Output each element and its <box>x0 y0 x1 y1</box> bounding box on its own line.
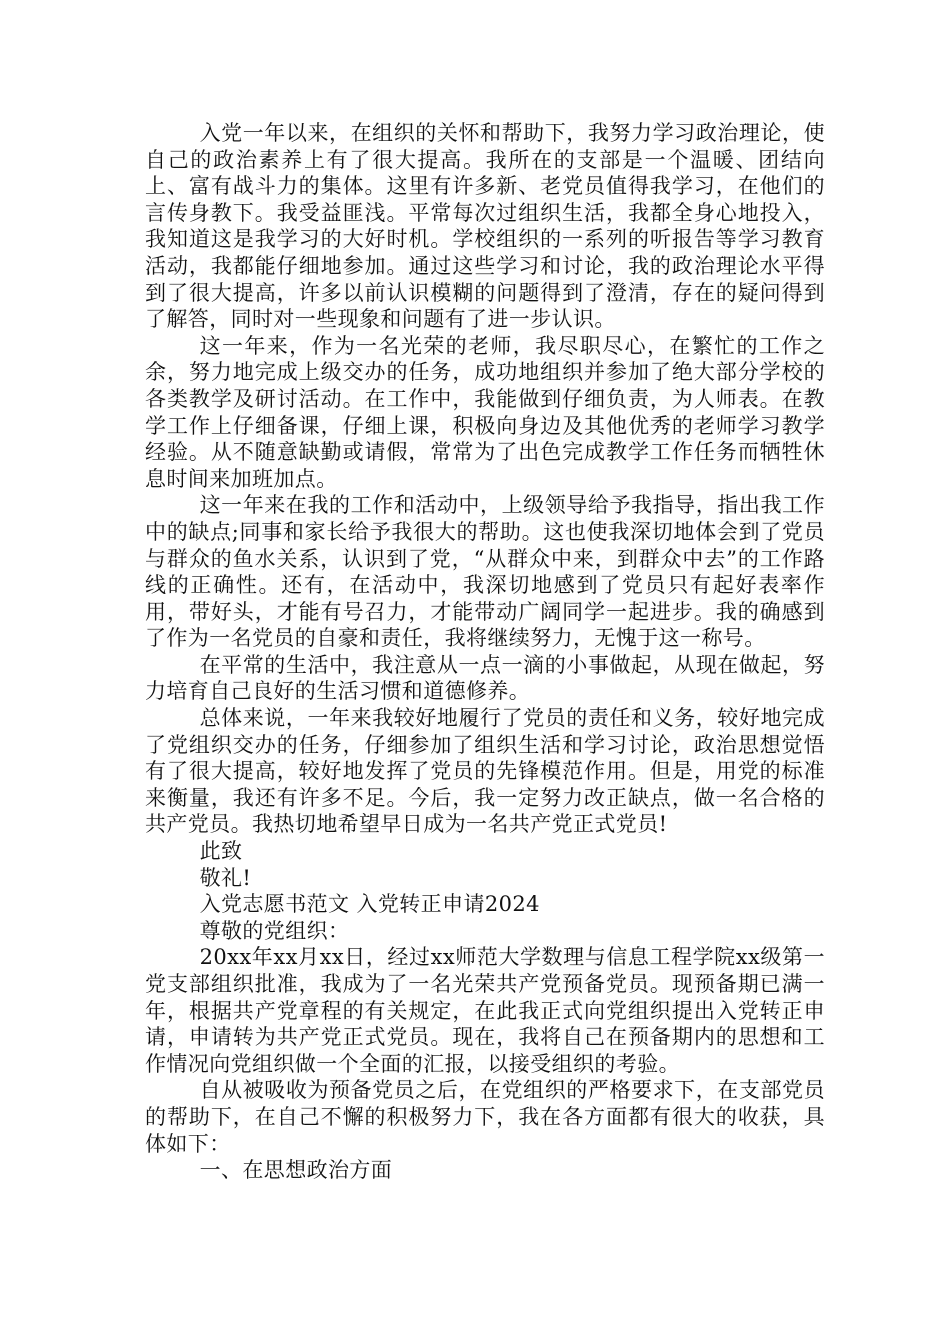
salutation: 尊敬的党组织： <box>199 918 350 943</box>
closing-line-1: 此致 <box>199 839 243 864</box>
paragraph-1: 入党一年以来，在组织的关怀和帮助下，我努力学习政治理论，使自己的政治素养上有了很大提高。我所在的支部是一个温暖、团结向上、富有战斗力的集体。这里有许多新、老党员值得我学习，在他们的言传身教下。我受益匪浅。平常每次过组织生活，我都全身心地投入，我知道这是我学习的大好时机。学校组织的一系列的听报告等学习教育活动，我都能仔细地参加。通过这些学习和讨论，我的政治理论水平得到了很大提高，许多以前认识模糊的问题得到了澄清，存在的疑问得到了解答，同时对一些现象和问题有了进一步认识。 <box>145 121 825 332</box>
document-body <box>145 120 825 1184</box>
closing-line-2: 敬礼! <box>199 865 252 890</box>
paragraph-2: 这一年来，作为一名光荣的老师，我尽职尽心，在繁忙的工作之余，努力地完成上级交办的任务，成功地组织并参加了绝大部分学校的各类教学及研讨活动。在工作中，我能做到仔细负责，为人师表。在教学工作上仔细备课，仔细上课，积极向身边及其他优秀的老师学习教学经验。从不随意缺勤或请假，常常为了出色完成教学工作任务而牺牲休息时间来加班加点。 <box>145 333 825 491</box>
new-document-title: 入党志愿书范文 入党转正申请2024 <box>199 892 540 917</box>
paragraph-3: 这一年来在我的工作和活动中，上级领导给予我指导，指出我工作中的缺点;同事和家长给予我很大的帮助。这也使我深切地体会到了党员与群众的鱼水关系，认识到了党，“从群众中来，到群众中去”的工作路线的正确性。还有，在活动中，我深切地感到了党员只有起好表率作用，带好头，才能有号召力，才能带动广阔同学一起进步。我的确感到了作为一名党员的自豪和责任，我将继续努力，无愧于这一称号。 <box>145 493 825 651</box>
paragraph-4: 在平常的生活中，我注意从一点一滴的小事做起，从现在做起，努力培育自己良好的生活习惯和道德修养。 <box>145 652 825 704</box>
paragraph-6: 20xx年xx月xx日，经过xx师范大学数理与信息工程学院xx级第一党支部组织批准，我成为了一名光荣共产党预备党员。现预备期已满一年，根据共产党章程的有关规定，在此我正式向党组织提出入党转正申请，申请转为共产党正式党员。现在，我将自己在预备期内的思想和工作情况向党组织做一个全面的汇报，以接受组织的考验。 <box>145 945 825 1076</box>
section-heading: 一、在思想政治方面 <box>199 1158 393 1183</box>
paragraph-5: 总体来说，一年来我较好地履行了党员的责任和义务，较好地完成了党组织交办的任务，仔细参加了组织生活和学习讨论，政治思想觉悟有了很大提高，较好地发挥了党员的先锋模范作用。但是，用党的标准来衡量，我还有许多不足。今后，我一定努力改正缺点，做一名合格的共产党员。我热切地希望早日成为一名共产党正式党员! <box>145 706 825 837</box>
paragraph-7: 自从被吸收为预备党员之后，在党组织的严格要求下，在支部党员的帮助下，在自己不懈的积极努力下，我在各方面都有很大的收获，具体如下： <box>145 1078 825 1156</box>
